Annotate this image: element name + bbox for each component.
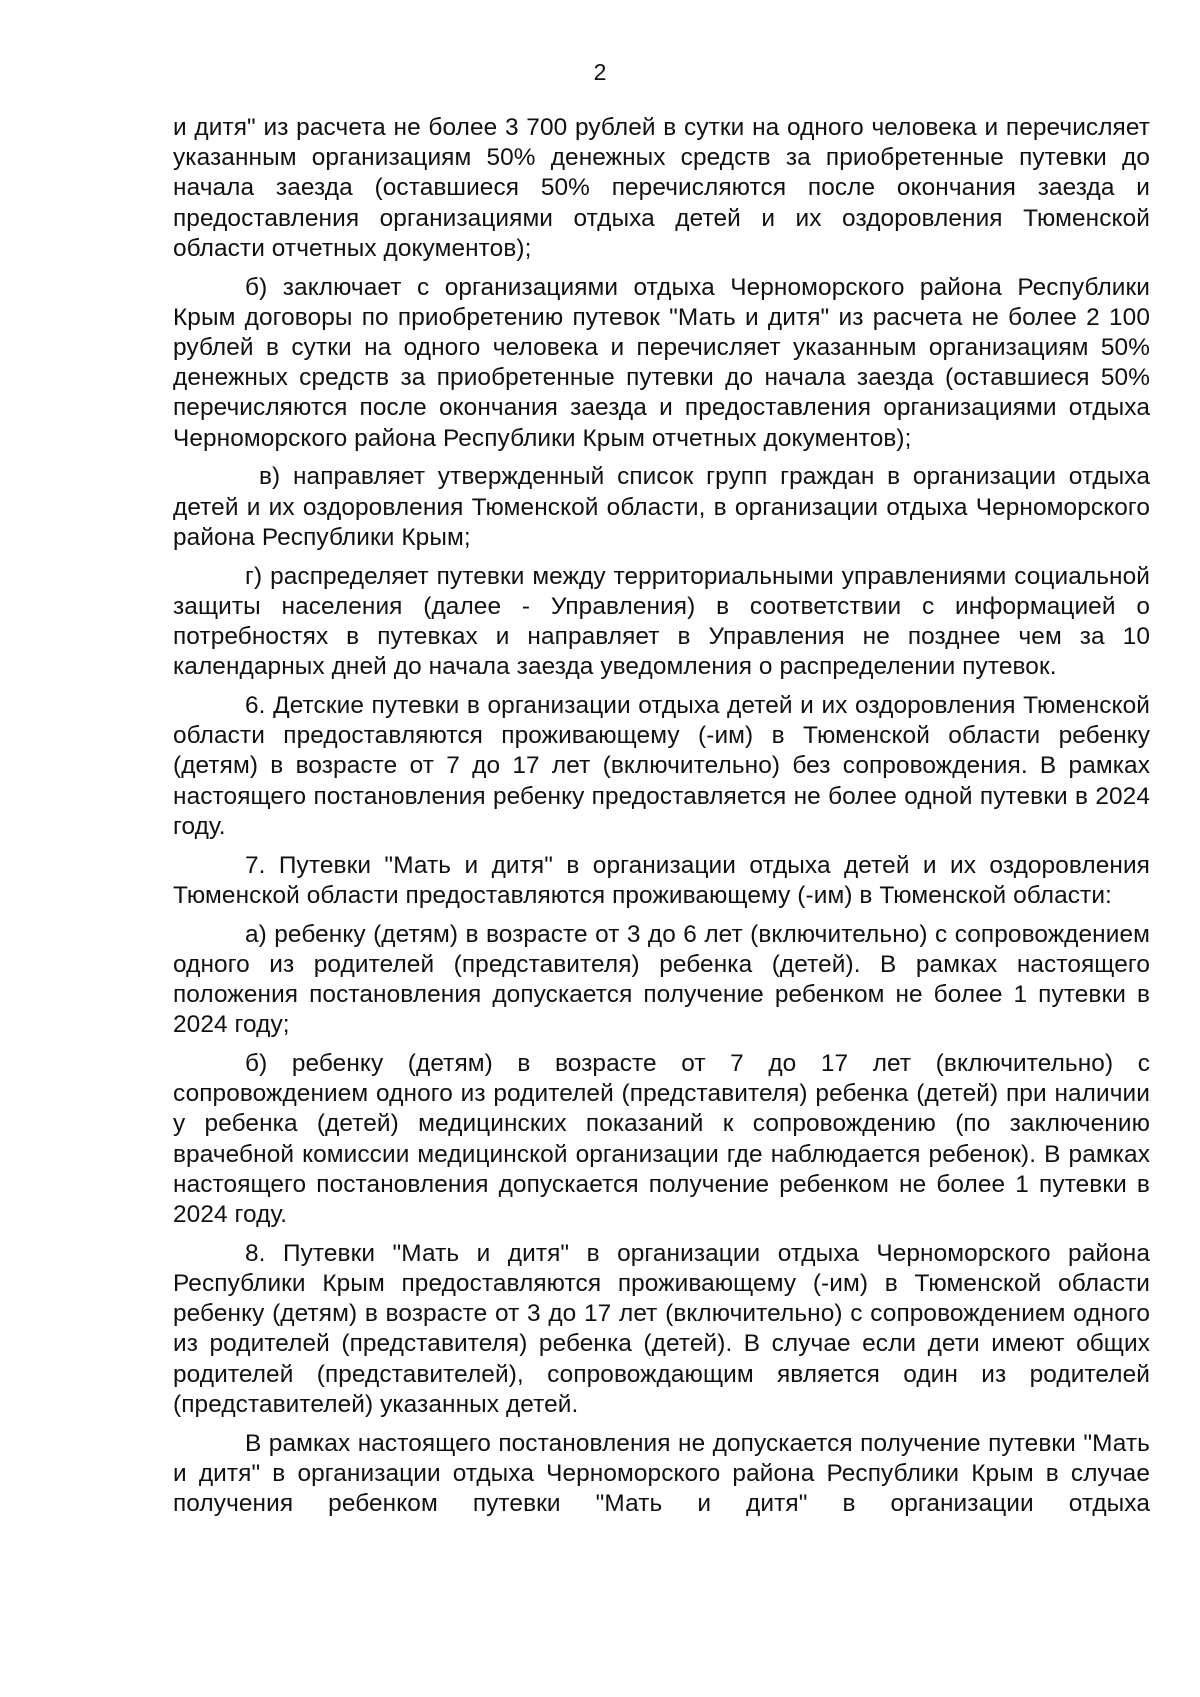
paragraph-8-continuation: В рамках настоящего постановления не допускается получение путевки "Мать и дитя" в организации отдыха Черноморского района Республики Крым в случае получения ребенком путевки "Мать и дитя" в организации отдыха	[173, 1429, 1150, 1518]
paragraph-item-v: в) направляет утвержденный список групп граждан в организации отдыха детей и их оздоровления Тюменской области, в организации отдыха Черноморского района Республики Крым;	[173, 463, 1150, 551]
paragraph-7-item-a: а) ребенку (детям) в возрасте от 3 до 6 лет (включительно) с сопровождением одного из родителей (представителя) ребенка (детей). В рамках настоящего положения постановления допускается получение ребенком не более 1 путевки в 2024 году;	[173, 920, 1150, 1039]
paragraph-7-item-b: б) ребенку (детям) в возрасте от 7 до 17 лет (включительно) с сопровождением одного из родителей (представителя) ребенка (детей) при наличии у ребенка (детей) медицинских показаний к сопровождению (по заключению врачебной комиссии медицинской организации где наблюдается ребенок). В рамках настоящего постановления допускается получение ребенком не более 1 путевки в 2024 году.	[173, 1050, 1150, 1229]
paragraph-8: 8. Путевки "Мать и дитя" в организации отдыха Черноморского района Республики Крым предоставляются проживающему (-им) в Тюменской области ребенку (детям) в возрасте от 3 до 17 лет (включительно) с сопровождением одного из родителей (представителя) ребенка (детей). В случае если дети имеют общих родителей (представителей), сопровождающим является один из родителей (представителей) указанных детей.	[173, 1239, 1150, 1418]
paragraph-item-b: б) заключает с организациями отдыха Черноморского района Республики Крым договоры по приобретению путевок "Мать и дитя" из расчета не более 2 100 рублей в сутки на одного человека и перечисляет указанным организациям 50% денежных средств за приобретенные путевки до начала заезда (оставшиеся 50% перечисляются после окончания заезда и предоставления организациями отдыха Черноморского района Республики Крым отчетных документов);	[173, 273, 1150, 452]
page-number: 2	[593, 59, 607, 85]
paragraph-continuation: и дитя" из расчета не более 3 700 рублей в сутки на одного человека и перечисляет указанным организациям 50% денежных средств за приобретенные путевки до начала заезда (оставшиеся 50% перечисляются после окончания заезда и предоставления организациями отдыха детей и их оздоровления Тюменской области отчетных документов);	[173, 114, 1150, 262]
paragraph-6: 6. Детские путевки в организации отдыха детей и их оздоровления Тюменской области предоставляются проживающему (-им) в Тюменской области ребенку (детям) в возрасте от 7 до 17 лет (включительно) без сопровождения. В рамках настоящего постановления ребенку предоставляется не более одной путевки в 2024 году.	[173, 692, 1150, 840]
paragraph-item-g: г) распределяет путевки между территориальными управлениями социальной защиты населения (далее - Управления) в соответствии с информацией о потребностях в путевках и направляет в Управления не позднее чем за 10 календарных дней до начала заезда уведомления о распределении путевок.	[173, 562, 1150, 681]
paragraph-7: 7. Путевки "Мать и дитя" в организации отдыха детей и их оздоровления Тюменской области предоставляются проживающему (-им) в Тюменской области:	[173, 851, 1150, 909]
document-body	[173, 113, 1150, 1528]
